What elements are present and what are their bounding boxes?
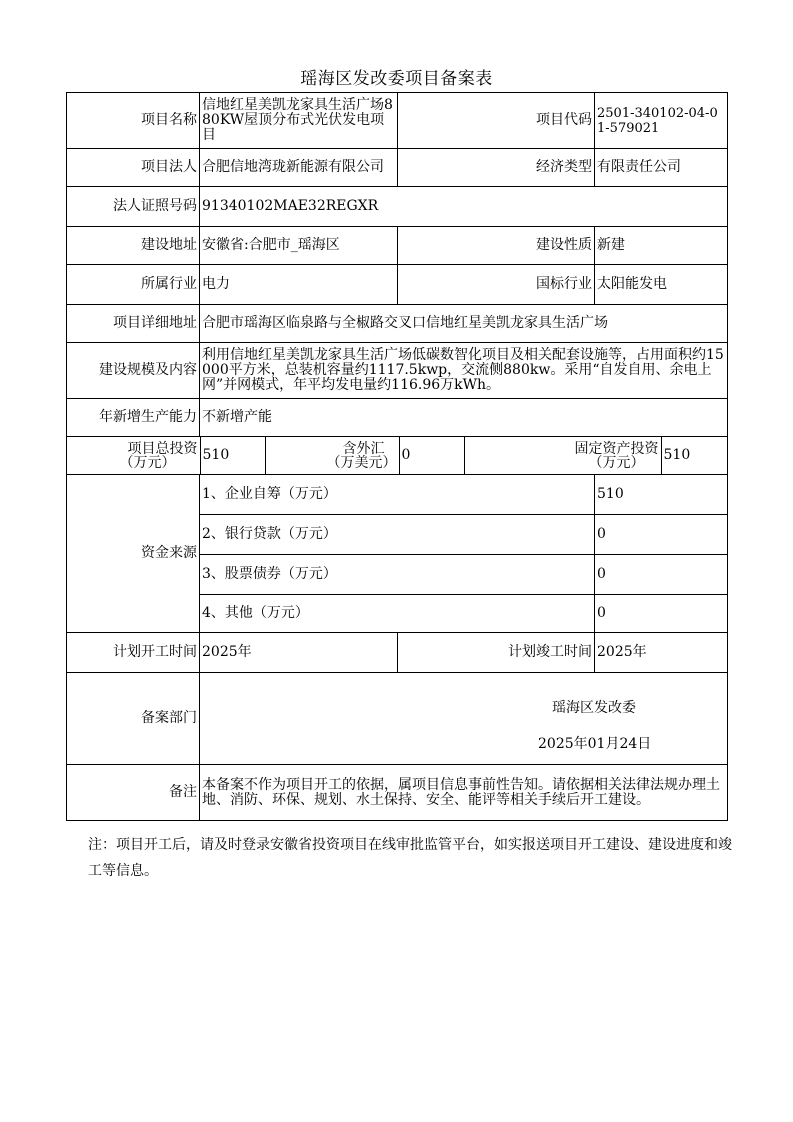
table-row	[67, 265, 728, 305]
form-title: 瑶海区发改委项目备案表	[300, 69, 493, 89]
investment-row	[67, 437, 728, 475]
dept-org: 瑶海区发改委	[552, 700, 636, 716]
nature-label: 建设性质	[398, 227, 595, 265]
remark-label: 备注	[67, 765, 200, 821]
end-time-label: 计划竣工时间	[398, 633, 595, 673]
legal-person-value: 合肥信地湾珑新能源有限公司	[200, 149, 398, 187]
detail-address-value: 合肥市瑶海区临泉路与全椒路交叉口信地红星美凯龙家具生活广场	[200, 305, 728, 343]
funding-item-label: 1、企业自筹（万元）	[200, 475, 595, 515]
license-label: 法人证照号码	[67, 187, 200, 227]
table-row	[67, 475, 728, 515]
address-label: 建设地址	[67, 227, 200, 265]
fixed-investment-value: 510	[663, 447, 691, 463]
table-row	[67, 187, 728, 227]
fixed-investment-label	[464, 437, 661, 474]
table-row	[67, 343, 728, 399]
national-industry-label: 国标行业	[398, 265, 595, 305]
start-time-label: 计划开工时间	[67, 633, 200, 673]
scale-label: 建设规模及内容	[67, 343, 200, 399]
economic-type-value: 有限责任公司	[595, 149, 728, 187]
total-investment-label-line1: 项目总投资	[127, 440, 198, 457]
industry-value: 电力	[200, 265, 398, 305]
table-row	[67, 437, 728, 475]
license-value: 91340102MAE32REGXR	[200, 187, 728, 227]
total-investment-label	[67, 437, 200, 474]
project-name-value: 信地红星美凯龙家具生活广场880KW屋顶分布式光伏发电项目	[200, 93, 398, 149]
remark-value: 本备案不作为项目开工的依据，属项目信息事前性告知。请依据相关法律法规办理土地、消防、环保、规划、水土保持、安全、能评等相关手续后开工建设。	[200, 765, 728, 821]
start-time-value: 2025年	[200, 633, 398, 673]
funding-item-value: 0	[595, 555, 728, 595]
end-time-value: 2025年	[595, 633, 728, 673]
funding-item-value: 0	[595, 595, 728, 633]
funding-label: 资金来源	[67, 475, 200, 633]
total-investment-value: 510	[200, 437, 265, 474]
funding-item-label: 4、其他（万元）	[200, 595, 595, 633]
table-row	[67, 93, 728, 149]
nature-value: 新建	[595, 227, 728, 265]
industry-label: 所属行业	[67, 265, 200, 305]
forex-label-line2: （万美元）	[326, 454, 397, 471]
national-industry-value: 太阳能发电	[595, 265, 728, 305]
fixed-investment-label-line2: （万元）	[588, 454, 645, 471]
table-row	[67, 399, 728, 437]
fixed-investment-label-line1: 固定资产投资	[574, 440, 659, 457]
dept-label: 备案部门	[67, 673, 200, 765]
dept-signature-cell	[200, 673, 728, 765]
address-value: 安徽省:合肥市_瑶海区	[200, 227, 398, 265]
forex-value: 0	[399, 437, 464, 474]
project-code-label: 项目代码	[398, 93, 595, 149]
detail-address-label: 项目详细地址	[67, 305, 200, 343]
table-row	[67, 227, 728, 265]
total-investment-label-line2: （万元）	[119, 454, 176, 471]
table-row	[67, 673, 728, 765]
dept-date: 2025年01月24日	[538, 736, 652, 752]
project-name-label: 项目名称	[67, 93, 200, 149]
funding-item-label: 3、股票债券（万元）	[200, 555, 595, 595]
economic-type-label: 经济类型	[398, 149, 595, 187]
capacity-label: 年新增生产能力	[67, 399, 200, 437]
table-row	[67, 633, 728, 673]
funding-item-value: 510	[595, 475, 728, 515]
funding-item-value: 0	[595, 515, 728, 555]
project-code-value: 2501-340102-04-01-579021	[595, 93, 728, 149]
table-row	[67, 765, 728, 821]
scale-value: 利用信地红星美凯龙家具生活广场低碳数智化项目及相关配套设施等，占用面积约15000平方米，总装机容量约1117.5kwp，交流侧880kw。采用“自发自用、余电上网”并网模式，年平均发电量约116.96万kWh。	[200, 343, 728, 399]
forex-label	[265, 437, 399, 474]
table-row	[67, 305, 728, 343]
footnote: 注：项目开工后，请及时登录安徽省投资项目在线审批监管平台，如实报送项目开工建设、建设进度和竣工等信息。	[88, 837, 732, 879]
forex-label-line1: 含外汇	[342, 440, 385, 457]
funding-item-label: 2、银行贷款（万元）	[200, 515, 595, 555]
legal-person-label: 项目法人	[67, 149, 200, 187]
table-row	[67, 149, 728, 187]
filing-table	[66, 92, 728, 821]
capacity-value: 不新增产能	[200, 399, 728, 437]
